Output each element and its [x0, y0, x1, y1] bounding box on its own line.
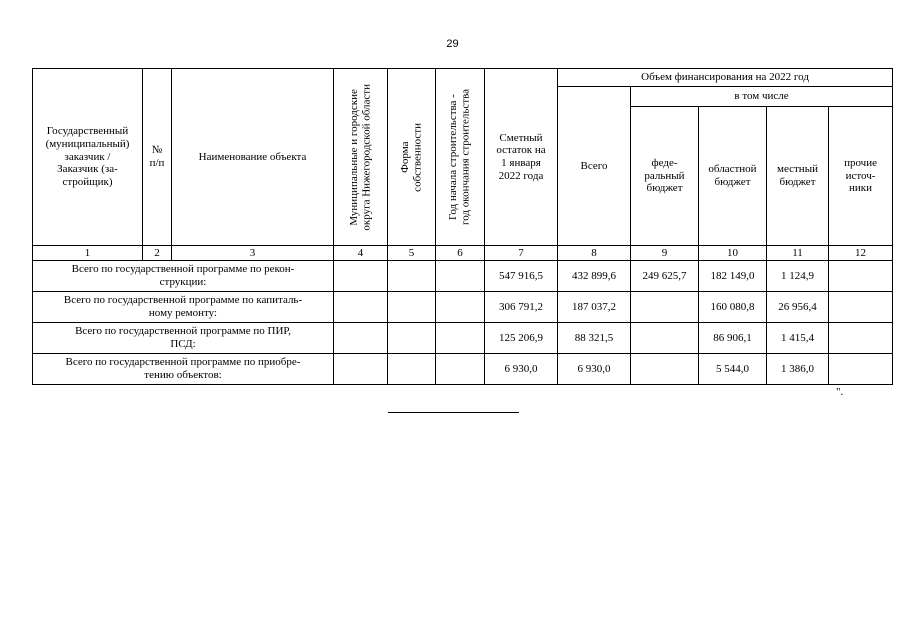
column-number: 12 — [829, 246, 893, 261]
table-row — [33, 354, 893, 385]
cell-remaining: 6 930,0 — [485, 354, 558, 385]
header-including: в том числе — [631, 87, 893, 107]
cell-federal — [631, 292, 699, 323]
cell-remaining: 547 916,5 — [485, 261, 558, 292]
column-number: 2 — [143, 246, 172, 261]
cell-regional: 86 906,1 — [699, 323, 767, 354]
financing-table — [32, 68, 893, 385]
cell-ownership — [388, 323, 436, 354]
cell-ownership — [388, 354, 436, 385]
column-number: 11 — [767, 246, 829, 261]
header-financing: Объем финансирования на 2022 год — [558, 69, 893, 87]
cell-remaining: 306 791,2 — [485, 292, 558, 323]
cell-years — [436, 261, 485, 292]
cell-total: 432 899,6 — [558, 261, 631, 292]
cell-years — [436, 292, 485, 323]
column-number: 1 — [33, 246, 143, 261]
row-label: Всего по государственной программе по рекон- струкции: — [33, 261, 334, 292]
cell-regional: 5 544,0 — [699, 354, 767, 385]
header-remaining: Сметный остаток на 1 января 2022 года — [485, 69, 558, 246]
cell-years — [436, 323, 485, 354]
cell-other — [829, 354, 893, 385]
header-other: прочие источ- ники — [829, 107, 893, 246]
cell-other — [829, 323, 893, 354]
column-number: 3 — [172, 246, 334, 261]
cell-other — [829, 292, 893, 323]
header-ownership: Форма собственности — [388, 69, 436, 246]
column-number: 8 — [558, 246, 631, 261]
cell-municipal — [334, 261, 388, 292]
cell-regional: 182 149,0 — [699, 261, 767, 292]
header-municipal: Муниципальные и городские округа Нижегородской области — [334, 69, 388, 246]
table-row — [33, 261, 893, 292]
table-row — [33, 292, 893, 323]
column-number: 6 — [436, 246, 485, 261]
row-label: Всего по государственной программе по капиталь- ному ремонту: — [33, 292, 334, 323]
cell-local: 1 415,4 — [767, 323, 829, 354]
header-total: Всего — [558, 87, 631, 246]
column-number-row — [33, 246, 893, 261]
cell-total: 187 037,2 — [558, 292, 631, 323]
header-local: местный бюджет — [767, 107, 829, 246]
cell-municipal — [334, 323, 388, 354]
page-number: 29 — [446, 38, 459, 50]
column-number: 9 — [631, 246, 699, 261]
cell-ownership — [388, 292, 436, 323]
footer-divider — [388, 412, 519, 413]
cell-years — [436, 354, 485, 385]
header-years: Год начала строительства - год окончания строительства — [436, 69, 485, 246]
cell-municipal — [334, 292, 388, 323]
cell-municipal — [334, 354, 388, 385]
column-number: 5 — [388, 246, 436, 261]
cell-regional: 160 080,8 — [699, 292, 767, 323]
cell-federal: 249 625,7 — [631, 261, 699, 292]
row-label: Всего по государственной программе по приобре- тению объектов: — [33, 354, 334, 385]
header-number: № п/п — [143, 69, 172, 246]
header-object-name: Наименование объекта — [172, 69, 334, 246]
cell-ownership — [388, 261, 436, 292]
cell-federal — [631, 323, 699, 354]
cell-federal — [631, 354, 699, 385]
column-number: 4 — [334, 246, 388, 261]
cell-total: 88 321,5 — [558, 323, 631, 354]
closing-quote: ". — [836, 386, 844, 398]
table-row — [33, 323, 893, 354]
cell-local: 26 956,4 — [767, 292, 829, 323]
header-federal: феде- ральный бюджет — [631, 107, 699, 246]
row-label: Всего по государственной программе по ПИР, ПСД: — [33, 323, 334, 354]
cell-local: 1 386,0 — [767, 354, 829, 385]
cell-other — [829, 261, 893, 292]
cell-total: 6 930,0 — [558, 354, 631, 385]
column-number: 10 — [699, 246, 767, 261]
cell-remaining: 125 206,9 — [485, 323, 558, 354]
header-customer: Государственный (муниципальный) заказчик / Заказчик (за- стройщик) — [33, 69, 143, 246]
column-number: 7 — [485, 246, 558, 261]
header-regional: областной бюджет — [699, 107, 767, 246]
cell-local: 1 124,9 — [767, 261, 829, 292]
